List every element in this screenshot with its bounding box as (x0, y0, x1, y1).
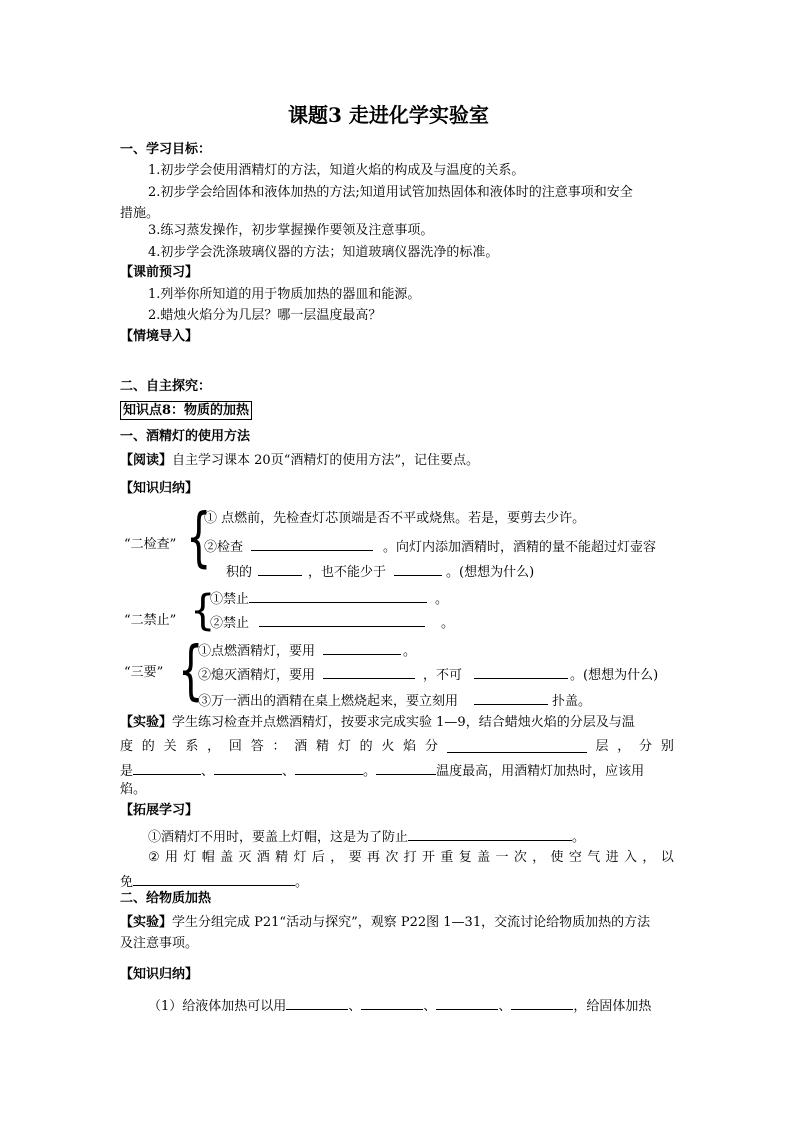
exp1-word: 火 (381, 739, 395, 754)
exp1-text: 学生练习检查并点燃酒精灯，按要求完成实验 1—9，结合蜡烛火焰的分层及与温 (172, 715, 635, 730)
heating-q1 (148, 995, 651, 1016)
check-min-text: ，也不能少于 (308, 565, 387, 580)
exp1-word: 精 (316, 739, 330, 754)
exp2-line-1 (120, 914, 650, 932)
must-line-3 (198, 690, 591, 711)
knowledge-point-label: 知识点8：物质的加热 (120, 401, 252, 420)
expand-word: 后 (311, 850, 325, 865)
exp1-word: 别 (660, 739, 674, 754)
hottest-layer-blank[interactable] (376, 760, 436, 775)
exp1-period: 。 (363, 764, 377, 779)
forbid-2-text: ②禁止 (210, 616, 250, 631)
expand-word: 盖 (477, 850, 491, 865)
goal-2: 2.初步学会给固体和液体加热的方法;知道用试管加热固体和液体时的注意事项和安全 (148, 185, 633, 200)
expand-p3-text: 免 (120, 875, 134, 890)
flame-layer-3-blank[interactable] (295, 760, 363, 775)
section-goals-heading: 一、学习目标： (120, 142, 212, 157)
forbid-1-end: 。 (435, 592, 449, 607)
expand-word: 复 (458, 850, 472, 865)
check-add-alcohol-text: 。向灯内添加酒精时，酒精的量不能超过灯壶容 (383, 540, 657, 555)
summary-heading: 【知识归纳】 (120, 481, 199, 496)
exp1-word: 分 (639, 739, 653, 754)
liquid-tool-4-blank[interactable] (511, 995, 573, 1010)
check-think-text: 。(想想为什么) (446, 565, 535, 580)
exp1-sep: 、 (282, 764, 296, 779)
forbid-1-blank[interactable] (249, 588, 427, 603)
goal-4: 4.初步学会洗涤玻璃仪器的方法；知道玻璃仪器洗净的标准。 (148, 245, 499, 260)
liquid-tool-1-blank[interactable] (286, 995, 348, 1010)
liquid-tool-3-blank[interactable] (436, 995, 498, 1010)
heating-q1-end: ，给固体加热 (573, 999, 652, 1014)
intro-heading: 【情境导入】 (120, 329, 199, 344)
expand-word: ， (532, 850, 546, 865)
expand-word: 打 (403, 850, 417, 865)
expand-p3 (120, 871, 308, 892)
expand-heading: 【拓展学习】 (120, 803, 199, 818)
must-3-end: 扑盖。 (552, 694, 592, 709)
expand-word: 以 (660, 850, 674, 865)
preview-heading: 【课前预习】 (120, 265, 199, 280)
expand-word: 再 (366, 850, 380, 865)
exp1-word: 焰 (403, 739, 417, 754)
preview-q1: 1.列举你所知道的用于物质加热的器皿和能源。 (148, 287, 421, 302)
read-text: 自主学习课本 20页“酒精灯的使用方法”，记住要点。 (172, 453, 479, 468)
exp1-word: 的 (141, 739, 155, 754)
knowledge-point-box (120, 402, 252, 420)
liquid-tool-2-blank[interactable] (361, 995, 423, 1010)
forbid-label: “二禁止” (124, 613, 177, 628)
subsection-heating: 二、给物质加热 (120, 891, 212, 906)
exp1-is: 是 (120, 764, 134, 779)
check-text: ②检查 (204, 540, 244, 555)
exp1-line-1 (120, 714, 635, 732)
expand-word: 一 (495, 850, 509, 865)
exp1-tail: 温度最高，用酒精灯加热时，应该用 (436, 764, 645, 779)
must-2-text: ②熄灭酒精灯，要用 (198, 668, 316, 683)
exp1-sep: 、 (201, 764, 215, 779)
check-label: “二检查” (124, 537, 177, 552)
expand-word: 用 (165, 850, 179, 865)
exp1-line-2 (120, 738, 674, 756)
must-1-end: 。 (403, 644, 417, 659)
heating-sep: 、 (348, 999, 362, 1014)
expand-word: 进 (605, 850, 619, 865)
expand-word: 酒 (256, 850, 270, 865)
exp1-word: 分 (424, 739, 438, 754)
goal-3: 3.练习蒸发操作，初步掌握操作要领及注意事项。 (148, 223, 434, 238)
preview-q2: 2.蜡烛火焰分为几层？哪一层温度最高？ (148, 308, 382, 323)
must-line-1 (198, 640, 416, 661)
exp1-comma: ， (617, 739, 631, 754)
exp1-word: ， (207, 739, 221, 754)
must-3-text: ③万一洒出的酒精在桌上燃烧起来，要立刻用 (198, 694, 459, 709)
max-volume-blank[interactable] (258, 561, 302, 576)
section-explore-heading: 二、自主探究： (120, 379, 212, 394)
fire-cover-blank[interactable] (474, 690, 548, 705)
exp1-layer-word: 层 (595, 739, 609, 754)
lamp-cap-reason-blank[interactable] (408, 826, 572, 841)
expand-p2 (148, 849, 674, 867)
goal-2-cont: 措施。 (120, 206, 160, 221)
heating-sep: 、 (498, 999, 512, 1014)
forbid-1-text: ①禁止 (210, 592, 250, 607)
exp1-tag: 【实验】 (120, 715, 173, 730)
expand-word: 灯 (293, 850, 307, 865)
expand-word: 盖 (220, 850, 234, 865)
expand-word: ， (330, 850, 344, 865)
forbid-line-2 (210, 612, 454, 633)
extinguish-forbidden-blank[interactable] (474, 664, 568, 679)
read-line (120, 452, 479, 470)
expand-p1-end: 。 (572, 830, 586, 845)
forbid-line-1 (210, 588, 448, 609)
expand-p1-text: ①酒精灯不用时，要盖上灯帽，这是为了防止 (148, 830, 409, 845)
check-brace: { (186, 501, 212, 575)
forbid-brace: { (190, 586, 216, 636)
avoid-blank[interactable] (133, 871, 295, 886)
read-tag: 【阅读】 (120, 453, 173, 468)
expand-word: ② (148, 850, 160, 865)
expand-word: 帽 (201, 850, 215, 865)
goal-1: 1.初步学会使用酒精灯的方法，知道火焰的构成及与温度的关系。 (148, 163, 525, 178)
expand-word: 空 (568, 850, 582, 865)
expand-word: 气 (587, 850, 601, 865)
must-label: “三要” (124, 665, 164, 680)
expand-word: 入 (623, 850, 637, 865)
extinguish-tool-blank[interactable] (323, 664, 415, 679)
must-brace: { (178, 634, 204, 708)
flame-layer-2-blank[interactable] (214, 760, 282, 775)
flame-layer-1-blank[interactable] (133, 760, 201, 775)
must-1-text: ①点燃酒精灯，要用 (198, 644, 316, 659)
subsection-lamp: 一、酒精灯的使用方法 (120, 429, 251, 444)
expand-word: 次 (513, 850, 527, 865)
exp1-word: 酒 (294, 739, 308, 754)
forbid-2-end: 。 (441, 616, 455, 631)
expand-word: ， (642, 850, 656, 865)
ignite-tool-blank[interactable] (323, 640, 401, 655)
check-line-3 (226, 561, 534, 582)
exp1-word: 系 (185, 739, 199, 754)
expand-word: 开 (422, 850, 436, 865)
must-2-think: 。(想想为什么) (570, 668, 659, 683)
expand-word: 使 (550, 850, 564, 865)
check-line-1: ① 点燃前，先检查灯芯顶端是否不平或烧焦。若是，要剪去少许。 (204, 511, 586, 526)
exp1-word: 答 (250, 739, 264, 754)
min-volume-blank[interactable] (394, 561, 442, 576)
exp1-line-3 (120, 760, 644, 781)
exp2-text: 学生分组完成 P21“活动与探究”，观察 P22图 1—31，交流讨论给物质加热的方法 (172, 915, 651, 930)
forbid-2-blank[interactable] (259, 612, 425, 627)
expand-word: 重 (440, 850, 454, 865)
page-title: 课题3 走进化学实验室 (288, 103, 489, 127)
expand-p1 (148, 826, 585, 847)
exp1-word: 的 (359, 739, 373, 754)
heating-q1-text: （1）给液体加热可以用 (148, 999, 287, 1014)
exp1-word: ： (272, 739, 286, 754)
expand-word: 要 (348, 850, 362, 865)
check-blank[interactable] (251, 536, 373, 551)
exp1-word: 灯 (337, 739, 351, 754)
must-line-2 (198, 664, 658, 685)
exp2-line-2: 及注意事项。 (120, 936, 199, 951)
exp1-line-4: 焰。 (120, 782, 147, 797)
check-volume-text: 积的 (226, 565, 253, 580)
expand-word: 精 (275, 850, 289, 865)
expand-p3-end: 。 (295, 875, 309, 890)
expand-word: 次 (385, 850, 399, 865)
exp1-word: 度 (120, 739, 134, 754)
expand-word: 灭 (238, 850, 252, 865)
must-2-notallowed: ，不可 (423, 668, 463, 683)
exp2-tag: 【实验】 (120, 915, 173, 930)
expand-word: 灯 (183, 850, 197, 865)
check-line-2 (204, 536, 656, 557)
heating-sep: 、 (423, 999, 437, 1014)
exp1-word: 回 (228, 739, 242, 754)
exp1-word: 关 (163, 739, 177, 754)
summary-2-heading: 【知识归纳】 (120, 967, 199, 982)
flame-layers-blank[interactable] (447, 738, 587, 753)
